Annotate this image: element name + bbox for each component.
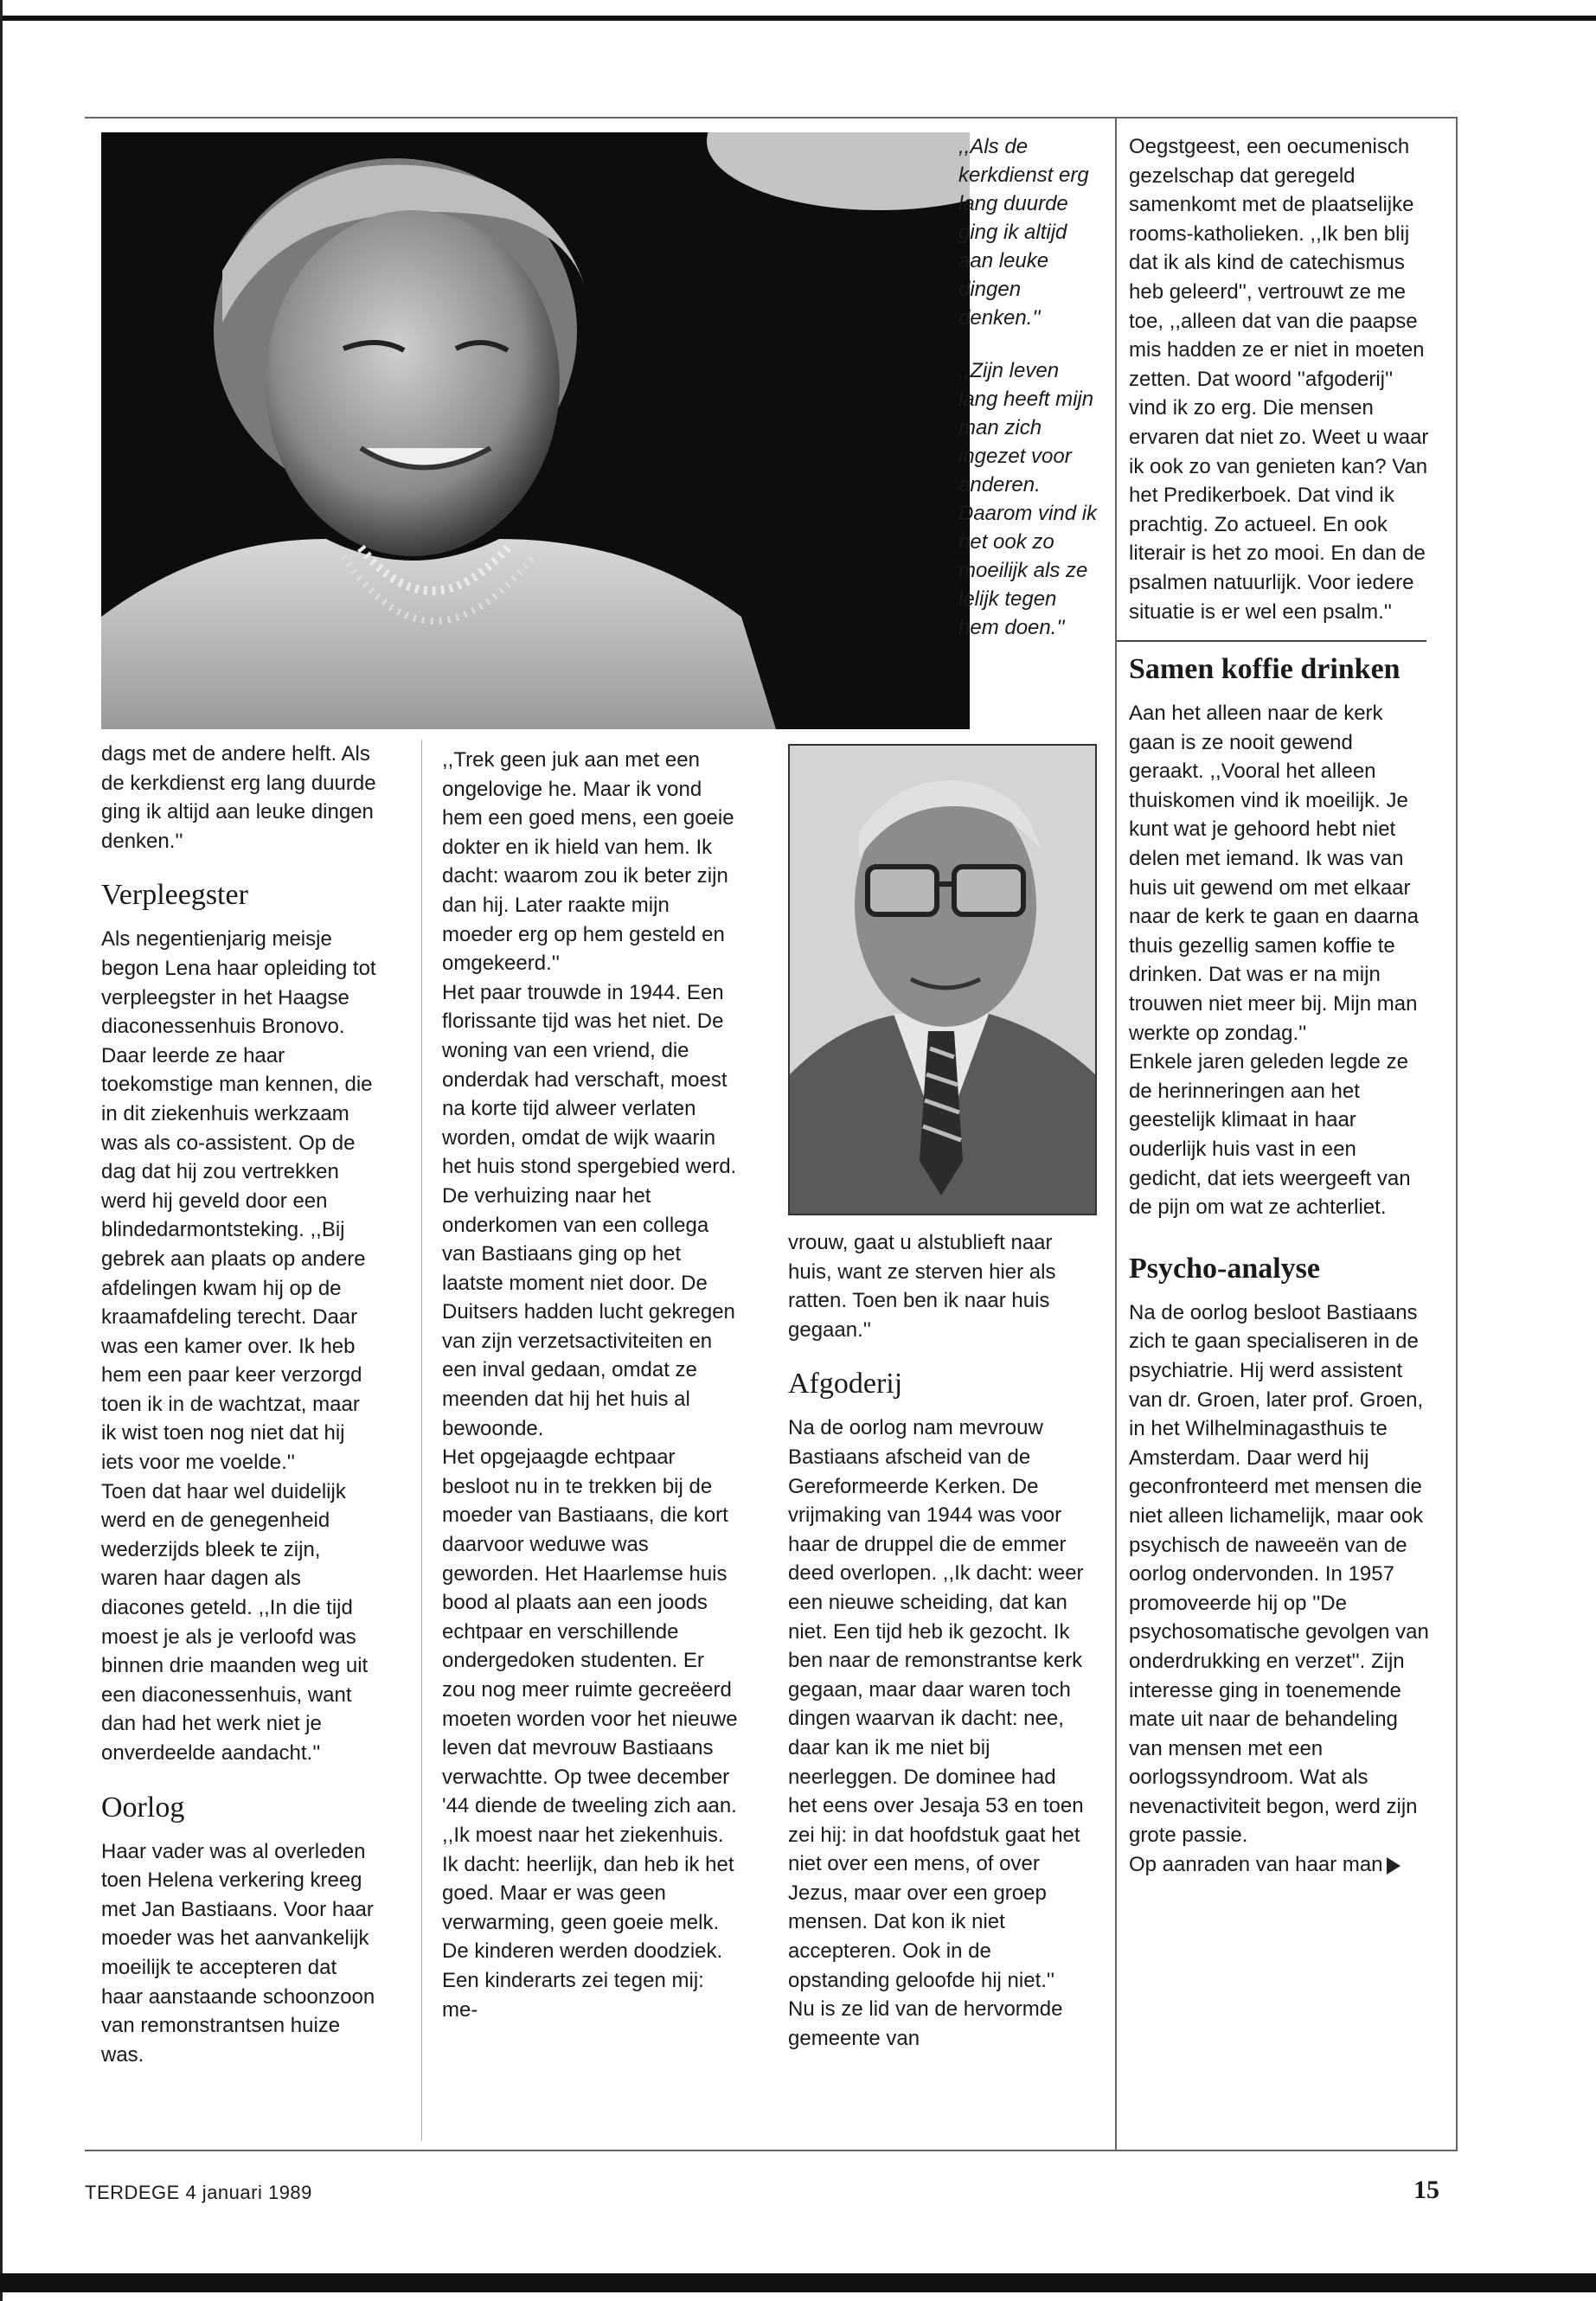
col4-continued-text: Op aanraden van haar man xyxy=(1129,1853,1383,1877)
top-rule xyxy=(0,16,1596,21)
col3-paragraph: vrouw, gaat u alstublieft naar huis, want ze sterven hier als ratten. Toen ben ik naar huis gegaan.'' xyxy=(788,1231,1056,1342)
col4-paragraph: Aan het alleen naar de kerk gaan is ze nooit gewend geraakt. ,,Vooral het alleen thuiskomen vind ik moeilijk. Je kunt wat je gehoord hebt niet delen met iemand. Ik was van huis uit gewend om met elkaar naar de kerk te gaan en daarna thuis gezellig samen koffie te drinken. Dat was er na mijn trouwen niet meer bij. Mijn man werkte op zondag.'' xyxy=(1129,702,1419,1045)
heading-samen-koffie-drinken: Samen koffie drinken xyxy=(1129,653,1401,686)
frame-top xyxy=(85,117,1456,119)
column-4 xyxy=(1129,132,1432,1880)
col2-paragraph: Het paar trouwde in 1944. Een florissante tijd was het niet. De woning van een vriend, die onderdak had verschaft, moest na korte tijd alweer verlaten worden, omdat de wijk waarin het huis stond spergebied werd. De verhuizing naar het onderkomen van een collega van Bastiaans ging op het laatste moment niet door. De Duitsers hadden lucht gekregen van zijn verzetsactiviteiten en een inval gedaan, omdat ze meenden dat hij het huis al bewoonde. xyxy=(442,980,737,1440)
col4-paragraph: Na de oorlog besloot Bastiaans zich te gaan specialiseren in de psychiatrie. Hij werd assistent van dr. Groen, later prof. Groen, in het Wilhelminagasthuis te Amsterdam. Daar werd hij geconfronteerd met mensen die niet alleen lichamelijk, maar ook psychisch de naweeën van de oorlog ondervonden. In 1957 promoveerde hij op ''De psychosomatische gevolgen van onderdrukking en verzet''. Zijn interesse ging in toenemende mate uit naar de behandeling van mensen met een oorlogssyndroom. Wat als nevenactiviteit begon, werd zijn grote passie. xyxy=(1129,1300,1429,1848)
man-portrait-photo xyxy=(788,744,1097,1215)
col3-paragraph: Nu is ze lid van de hervormde gemeente van xyxy=(788,1997,1063,2050)
footer-publication: TERDEGE 4 januari 1989 xyxy=(85,2182,312,2203)
column-rule-1 xyxy=(421,740,422,2141)
bottom-rule xyxy=(0,2273,1596,2292)
woman-portrait-image xyxy=(101,132,970,729)
section-rule xyxy=(1117,640,1426,642)
column-2 xyxy=(442,746,740,2024)
continue-arrow-icon xyxy=(1387,1857,1401,1875)
heading-psycho-analyse: Psycho-analyse xyxy=(1129,1252,1320,1285)
col1-paragraph: Als negentienjarig meisje begon Lena haar opleiding tot verpleegster in het Haagse diaconessenhuis Bronovo. Daar leerde ze haar toekomstige man kennen, die in dit ziekenhuis werkzaam was als co-assistent. Op de dag dat hij zou vertrekken werd hij geveld door een blindedarmontsteking. ,,Bij gebrek aan plaats op andere afdelingen kwam hij op de kraamafdeling terecht. Daar was een kamer over. Ik heb hem een paar keer verzorgd toen ik in de wachtzat, maar ik wist toen nog niet dat hij iets voor me voelde.'' xyxy=(101,927,376,1475)
heading-verpleegster: Verpleegster xyxy=(101,879,248,912)
pull-quote-1: ,,Als de kerkdienst erg lang duurde ging ik altijd aan leuke dingen denken.'' xyxy=(958,135,1089,330)
pull-quote-2: ,,Zijn leven lang heeft mijn man zich ingezet voor anderen. Daarom vind ik het ook zo moeilijk als ze lelijk tegen hem doen.'' xyxy=(958,359,1098,639)
heading-afgoderij: Afgoderij xyxy=(788,1368,903,1400)
col4-last-line xyxy=(1129,1850,1432,1880)
column-rule-right xyxy=(1115,119,1117,2150)
column-3 xyxy=(788,1228,1086,2053)
col1-paragraph: Haar vader was al overleden toen Helena verkering kreeg met Jan Bastiaans. Voor haar moeder was het aanvankelijk moeilijk te accepteren dat haar aanstaande schoonzoon van remonstrantsen huize was. xyxy=(101,1839,375,2067)
col3-paragraph: Na de oorlog nam mevrouw Bastiaans afscheid van de Gereformeerde Kerken. De vrijmaking van 1944 was voor haar de druppel die de emmer deed overlopen. ,,Ik dacht: weer een nieuwe scheiding, dat kan niet. Een tijd heb ik gezocht. Ik ben naar de remonstrantse kerk gegaan, maar daar waren toch dingen waarvan ik dacht: nee, daar kan ik me niet bij neerleggen. De dominee had het eens over Jesaja 53 en toen zei hij: in dat hoofdstuk gaat het niet over een mens, of over Jezus, maar over een groep mensen. Dat kon ik niet accepteren. Ook in de opstanding geloofde hij niet.'' xyxy=(788,1416,1084,1992)
col4-paragraph: Enkele jaren geleden legde ze de herinneringen aan het geestelijk klimaat in haar ouderlijk huis vast in een gedicht, dat iets weergeeft van de pijn om wat ze achterliet. xyxy=(1129,1050,1411,1220)
col2-paragraph: Het opgejaagde echtpaar besloot nu in te trekken bij de moeder van Bastiaans, die kort daarvoor weduwe was geworden. Het Haarlemse huis bood al plaats aan een joods echtpaar en verschillende ondergedoken studenten. Er zou nog meer ruimte gecreëerd moeten worden voor het nieuwe leven dat mevrouw Bastiaans verwachtte. Op twee december '44 diende de tweeling zich aan. ,,Ik moest naar het ziekenhuis. Ik dacht: heerlijk, dan heb ik het goed. Maar er was geen verwarming, geen goeie melk. De kinderen werden doodziek. Een kinderarts zei tegen mij: me- xyxy=(442,1445,738,2022)
woman-portrait-photo xyxy=(101,132,970,729)
frame-bottom xyxy=(85,2150,1458,2151)
pull-quotes xyxy=(958,132,1101,666)
heading-oorlog: Oorlog xyxy=(101,1791,185,1823)
scan-edge xyxy=(0,0,3,2301)
col1-paragraph: Toen dat haar wel duidelijk werd en de genegenheid wederzijds bleek te zijn, waren haar dagen als diacones geteld. ,,In die tijd moest je als je verloofd was binnen drie maanden weg uit een diaconessenhuis, want dan had het werk niet je onverdeelde aandacht.'' xyxy=(101,1479,369,1765)
frame-right xyxy=(1456,117,1458,2150)
column-1 xyxy=(101,740,380,2069)
man-portrait-image xyxy=(790,746,1095,1214)
col2-paragraph: ,,Trek geen juk aan met een ongelovige he. Maar ik vond hem een goed mens, een goeie dokter en ik hield van hem. Ik dacht: waarom zou ik beter zijn dan hij. Later raakte mijn moeder erg op hem gesteld en omgekeerd.'' xyxy=(442,748,734,976)
col4-paragraph: Oegstgeest, een oecumenisch gezelschap dat geregeld samenkomt met de plaatselijke rooms-katholieken. ,,Ik ben blij dat ik als kind de catechismus heb geleerd'', vertrouwt ze me toe, ,,alleen dat van die paapse mis hadden ze er niet in moeten zetten. Dat woord ''afgoderij'' vind ik zo erg. Die mensen ervaren dat niet zo. Weet u waar ik ook zo van genieten kan? Van het Predikerboek. Dat vind ik prachtig. Zo actueel. En ook literair is het zo mooi. En dan de psalmen natuurlijk. Voor iedere situatie is er wel een psalm.'' xyxy=(1129,135,1429,624)
col1-intro: dags met de andere helft. Als de kerkdienst erg lang duurde ging ik altijd aan leuke dingen denken.'' xyxy=(101,742,376,853)
page-number: 15 xyxy=(1413,2176,1439,2204)
